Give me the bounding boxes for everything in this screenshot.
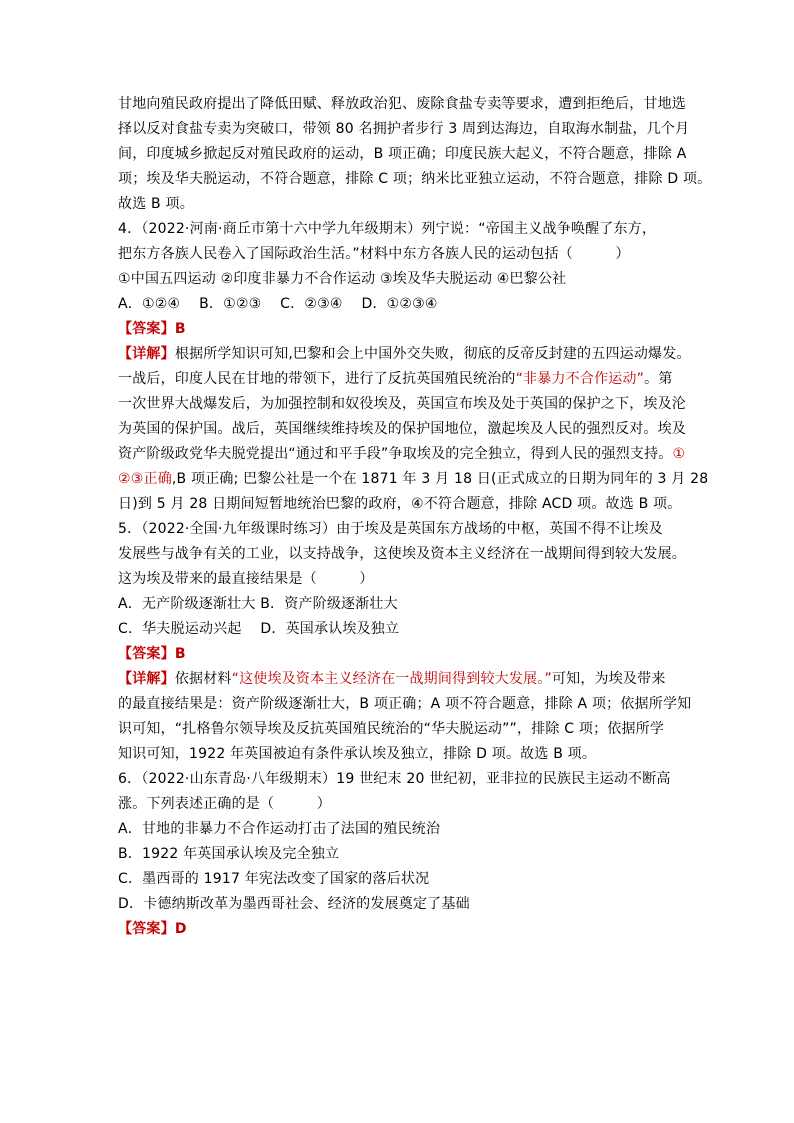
question-stem: 涨。下列表述正确的是（ ） — [118, 796, 331, 812]
text-line: 项；埃及华夫脱运动，不符合题意，排除 C 项；纳米比亚独立运动，不符合题意，排除 D 项。 — [118, 171, 712, 187]
question-options: C．华夫脱运动兴起 D．英国承认埃及独立 — [118, 621, 400, 637]
detail-text: 资产阶级政党华夫脱党提出“通过和平手段”争取埃及的完全独立，得到人民的强烈支持。 — [118, 446, 673, 462]
question-items: ①中国五四运动 ②印度非暴力不合作运动 ③埃及华夫脱运动 ④巴黎公社 — [118, 271, 567, 287]
detail-label: 【详解】 — [118, 346, 175, 362]
answer-value: D — [174, 921, 187, 937]
question-options: A．无产阶级逐渐壮大 B．资产阶级逐渐壮大 — [118, 596, 398, 612]
answer-value: B — [174, 321, 186, 337]
question-options: B．1922 年英国承认埃及完全独立 — [118, 846, 340, 862]
question-options: D．卡德纳斯改革为墨西哥社会、经济的发展奠定了基础 — [118, 896, 470, 912]
question-stem: 发展些与战争有关的工业，以支持战争，这使埃及资本主义经济在一战期间得到较大发展。 — [118, 546, 686, 562]
question-options: A．①②④ B．①②③ C．②③④ D．①②③④ — [118, 296, 438, 312]
detail-label: 【详解】 — [118, 671, 175, 687]
question-options: A．甘地的非暴力不合作运动打击了法国的殖民统治 — [118, 821, 441, 837]
previous-explanation — [118, 92, 712, 217]
detail-highlight: ②③正确 — [118, 471, 172, 487]
question-4 — [118, 217, 709, 517]
detail-highlight: “非暴力不合作运动” — [515, 371, 645, 387]
detail-line: 为英国的保护国。战后，英国继续维持埃及的保护国地位，激起埃及人民的强烈反对。埃及 — [118, 421, 686, 437]
detail-line — [118, 667, 698, 692]
detail-highlight: “这使埃及资本主义经济在一战期间得到较大发展。” — [231, 671, 552, 687]
detail-text: 依据材料 — [174, 671, 232, 687]
question-stem: 6．（2022·山东青岛·八年级期末）19 世纪末 20 世纪初，亚非拉的民族民主运动不断高 — [118, 771, 671, 787]
detail-line: 知识可知，1922 年英国被迫有条件承认埃及独立，排除 D 项。故选 B 项。 — [118, 746, 597, 762]
question-stem: 4．（2022·河南·商丘市第十六中学九年级期末）列宁说：“帝国主义战争唤醒了东方， — [118, 221, 657, 237]
detail-highlight: ① — [672, 446, 686, 462]
answer-line — [118, 642, 698, 667]
answer-label: 【答案】 — [118, 921, 175, 937]
detail-line: 识可知，“扎格鲁尔领导埃及反抗英国殖民统治的“华夫脱运动””，排除 C 项；依据所学 — [118, 721, 665, 737]
detail-line — [118, 367, 698, 392]
answer-label: 【答案】 — [118, 321, 175, 337]
detail-text: 一战后，印度人民在甘地的带领下，进行了反抗英国殖民统治的 — [118, 371, 516, 387]
question-6 — [118, 767, 698, 942]
answer-label: 【答案】 — [118, 646, 175, 662]
answer-value: B — [174, 646, 186, 662]
question-stem: 把东方各族人民卷入了国际政治生活。”材料中东方各族人民的运动包括（ ） — [118, 246, 630, 262]
text-line: 故选 B 项。 — [118, 196, 194, 212]
detail-line: 的最直接结果是：资产阶级逐渐壮大，B 项正确；A 项不符合题意，排除 A 项；依据所学知 — [118, 696, 692, 712]
text-line: 间，印度城乡掀起反对殖民政府的运动，B 项正确；印度民族大起义，不符合题意，排除 A — [118, 146, 687, 162]
answer-line — [118, 317, 698, 342]
text-line: 择以反对食盐专卖为突破口，带领 80 名拥护者步行 3 周到达海边，自取海水制盐，几个月 — [118, 121, 690, 137]
detail-line — [118, 467, 709, 492]
answer-line — [118, 917, 698, 942]
detail-line: 一次世界大战爆发后，为加强控制和奴役埃及，英国宣布埃及处于英国的保护之下，埃及沦 — [118, 396, 686, 412]
question-stem: 5．（2022·全国·九年级课时练习）由于埃及是英国东方战场的中枢，英国不得不让埃及 — [118, 521, 663, 537]
detail-line: 日)到 5 月 28 日期间短暂地统治巴黎的政府，④不符合题意，排除 ACD 项。故选 B 项。 — [118, 496, 682, 512]
text-line: 甘地向殖民政府提出了降低田赋、释放政治犯、废除食盐专卖等要求，遭到拒绝后，甘地选 — [118, 96, 686, 112]
question-5 — [118, 517, 698, 767]
detail-text: 可知，为埃及带来 — [551, 671, 666, 687]
detail-text: ,B 项正确; 巴黎公社是一个在 1871 年 3 月 18 日(正式成立的日期为同年的 3 月 28 — [171, 471, 709, 487]
question-stem: 这为埃及带来的最直接结果是（ ） — [118, 571, 374, 587]
question-options: C．墨西哥的 1917 年宪法改变了国家的落后状况 — [118, 871, 430, 887]
detail-line — [118, 442, 698, 467]
detail-text: 根据所学知识可知,巴黎和会上中国外交失败，彻底的反帝反封建的五四运动爆发。 — [174, 346, 691, 362]
detail-line — [118, 342, 698, 367]
detail-text: 。第 — [644, 371, 673, 387]
